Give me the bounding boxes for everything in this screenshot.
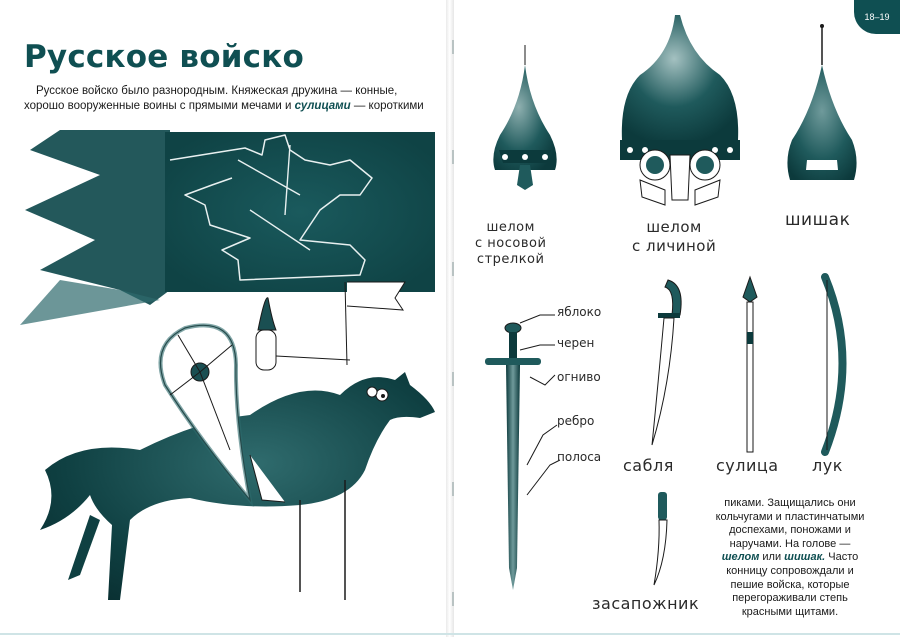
page-number: 18–19: [864, 12, 890, 22]
label-line: с носовой: [475, 236, 547, 251]
sword-part-fuller: ребро: [557, 414, 595, 428]
sabre-illustration: [640, 275, 690, 455]
binding-stitch: [452, 150, 454, 164]
label-line: с личиной: [632, 237, 717, 255]
binding-stitch: [452, 482, 454, 496]
sword-part-grip: черен: [557, 336, 595, 350]
intro-line-1: Русское войско было разнородным. Княжеская дружина — конные,: [36, 85, 398, 97]
binding-stitch: [452, 592, 454, 606]
body-text: Часто конницу сопровождали и пешие войска, которые перегораживали степь красными щитами.: [726, 551, 859, 618]
binding-stitch: [452, 40, 454, 54]
intro-text: — короткими: [350, 100, 424, 112]
label-sabre: сабля: [623, 456, 674, 475]
sword-part-blade: полоса: [557, 450, 602, 464]
intro-text: хорошо вооруженные воины с прямыми мечами и: [24, 100, 295, 112]
term-shishak: шишак.: [784, 551, 826, 564]
sword-part-guard: огниво: [557, 370, 601, 384]
sword-callout-lines: [515, 305, 575, 505]
label-shishak: [785, 212, 850, 228]
knife-illustration: [648, 490, 678, 590]
sword-part-pommel: яблоко: [557, 305, 602, 319]
label-helmet-nasal: [475, 220, 546, 268]
shishak-illustration: [782, 20, 862, 190]
label-line: шелом: [646, 218, 702, 236]
helmet-nasal-illustration: [485, 45, 565, 195]
label-sulitsa: сулица: [716, 456, 779, 475]
label-line: стрелкой: [476, 252, 545, 267]
bow-illustration: [815, 272, 865, 462]
body-paragraph: [710, 497, 870, 619]
page-title: Русское войско: [24, 38, 304, 75]
label-line: шишак: [785, 210, 851, 230]
binding-stitch: [452, 372, 454, 386]
body-text: или: [759, 551, 785, 564]
bottom-rule: [0, 633, 900, 635]
term-sulitsa: сулицами: [294, 100, 351, 112]
label-line: шелом: [486, 220, 535, 235]
label-helmet-face: [632, 218, 716, 256]
label-knife: засапожник: [592, 594, 700, 613]
body-text: пиками. Защищались они кольчугами и пластинчатыми доспехами, поножами и наручами. На голове —: [715, 497, 865, 550]
label-bow: лук: [812, 456, 843, 475]
helmet-face-mask-illustration: [610, 15, 750, 205]
binding-stitch: [452, 262, 454, 276]
term-shelom: шелом: [721, 551, 760, 564]
sulitsa-illustration: [735, 272, 765, 462]
